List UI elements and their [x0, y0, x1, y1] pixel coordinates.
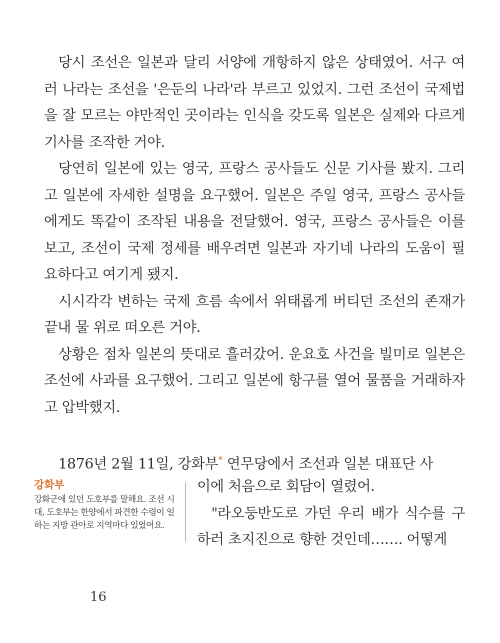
paragraph-2: 당연히 일본에 있는 영국, 프랑스 공사들도 신문 기사를 봤지. 그리고 일본에 자세한 설명을 요구했어. 일본은 주일 영국, 프랑스 공사들에게도 똑같이 조작된 내용을 전달했어. 영국, 프랑스 공사들은 이를 보고, 조선이 국제 정세를 배우려면 일본과 자기네 나라의 도움이 필요하다고 여기게 됐지.	[44, 161, 465, 283]
paragraph-4: 상황은 점차 일본의 뜻대로 흘러갔어. 운요호 사건을 빌미로 일본은 조선에 사과를 요구했어. 그리고 일본에 항구를 열어 물품을 거래하자고 압박했지.	[44, 346, 465, 416]
paragraph-continuation	[197, 474, 465, 554]
paragraph-5-text-b: 연무당에서 조선과 일본 대표단 사	[222, 456, 434, 473]
footnote-marker: *	[218, 456, 223, 466]
paragraph-3: 시시각각 변하는 국제 흐름 속에서 위태롭게 버티던 조선의 존재가 끝내 물 위로 떠오른 거야.	[44, 293, 465, 336]
paragraph-6: "라오둥반도로 가던 우리 배가 식수를 구하러 초지진으로 향한 것인데……. 어떻게	[197, 505, 465, 548]
sidenote-body: 강화군에 있던 도호부를 말해요. 조선 시대, 도호부는 한양에서 파견한 수령이 일하는 지방 관아로 지역마다 있었어요.	[34, 495, 175, 532]
sidenote-divider	[185, 482, 186, 542]
page-number: 16	[90, 590, 107, 605]
sidenote-title: 강화부	[34, 479, 65, 491]
paragraph-1: 당시 조선은 일본과 달리 서양에 개항하지 않은 상태였어. 서구 여러 나라는 조선을 '은둔의 나라'라 부르고 있었지. 그런 조선이 국제법을 잘 모르는 야만적인 곳이라는 인식을 갖도록 일본은 실제와 다르게 기사를 조작한 거야.	[44, 55, 465, 151]
paragraph-5-text-a: 1876년 2월 11일, 강화부	[58, 456, 219, 473]
main-text	[44, 50, 465, 421]
paragraph-5-end: 이에 처음으로 회담이 열렸어.	[197, 479, 375, 495]
glossary-sidenote	[34, 478, 182, 534]
